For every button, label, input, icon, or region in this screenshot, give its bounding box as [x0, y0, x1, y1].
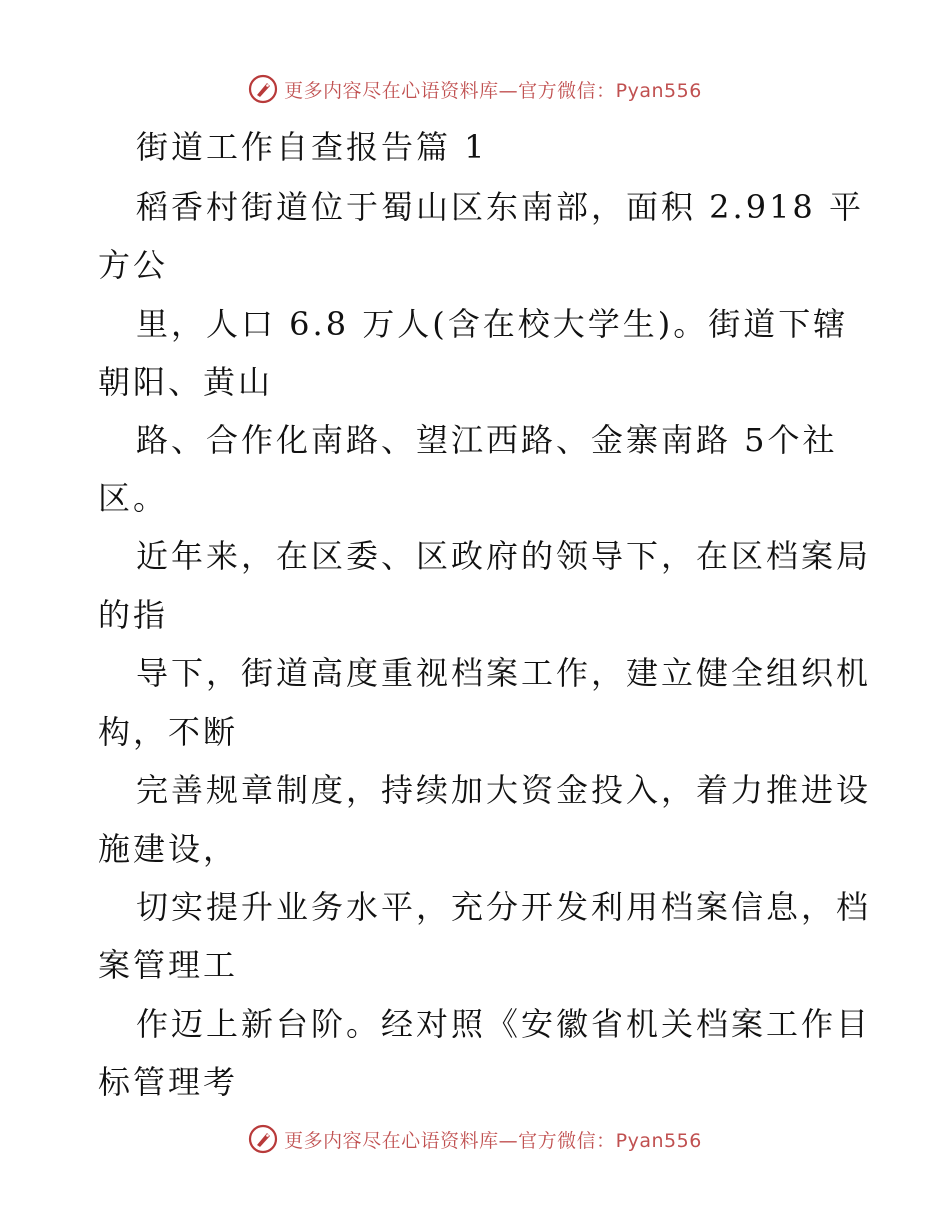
paragraph-line: 标管理考 [98, 1063, 239, 1101]
paragraph-line: 路、合作化南路、望江西路、金寨南路 5个社 [136, 421, 838, 459]
paragraph-line: 区。 [98, 479, 169, 517]
paragraph-line: 完善规章制度，持续加大资金投入，着力推进设 [136, 771, 872, 809]
paragraph-line: 导下，街道高度重视档案工作，建立健全组织机 [136, 654, 872, 692]
section-heading: 街道工作自查报告篇 1 [136, 128, 488, 166]
paragraph-line: 作迈上新台阶。经对照《安徽省机关档案工作目 [136, 1005, 872, 1043]
paragraph-line: 近年来，在区委、区政府的领导下，在区档案局 [136, 537, 872, 575]
paragraph-line: 方公 [98, 246, 169, 284]
paragraph-line: 里，人口 6.8 万人(含在校大学生)。街道下辖 [136, 305, 849, 343]
pen-nib-logo-icon [248, 1124, 278, 1154]
paragraph-line: 构，不断 [98, 713, 239, 751]
watermark-text: 更多内容尽在心语资料库—官方微信：Pyan556 [284, 1129, 702, 1152]
paragraph-line: 稻香村街道位于蜀山区东南部，面积 2.918 平 [136, 188, 864, 226]
watermark-text: 更多内容尽在心语资料库—官方微信：Pyan556 [284, 79, 702, 102]
paragraph-line: 施建设， [98, 830, 239, 868]
paragraph-line: 的指 [98, 596, 169, 634]
footer-watermark [0, 1122, 950, 1156]
paragraph-line: 切实提升业务水平，充分开发利用档案信息，档 [136, 888, 872, 926]
paragraph-line: 案管理工 [98, 946, 239, 984]
paragraph-line: 朝阳、黄山 [98, 363, 274, 401]
